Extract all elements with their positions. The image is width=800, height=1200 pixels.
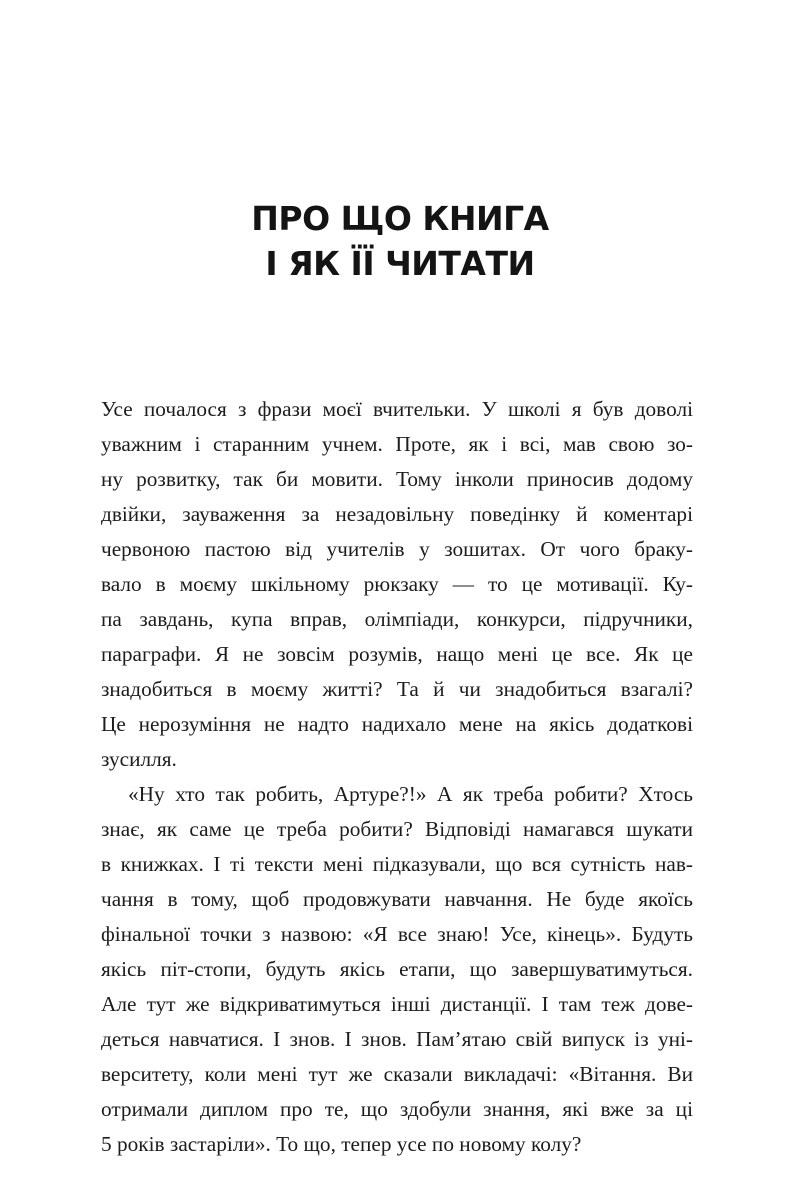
- text-line: верситету, коли мені тут же сказали викладачі: «Вітання. Ви: [101, 1062, 693, 1086]
- paragraph-1: [101, 392, 693, 777]
- chapter-title: [0, 196, 800, 286]
- text-line: зусилля.: [101, 747, 177, 771]
- text-line: Це нерозуміння не надто надихало мене на якісь додаткові: [101, 712, 693, 736]
- text-line: 5 років застаріли». То що, тепер усе по новому колу?: [101, 1132, 582, 1156]
- text-line: уважним і старанним учнем. Проте, як і всі, мав свою зо-: [101, 432, 693, 456]
- text-line: деться навчатися. І знов. І знов. Пам’ятаю свій випуск із уні-: [101, 1027, 693, 1051]
- text-line: «Ну хто так робить, Артуре?!» А як треба робити? Хтось: [128, 782, 693, 806]
- text-line: в книжках. І ті тексти мені підказували, що вся сутність нав-: [101, 852, 693, 876]
- text-line: па завдань, купа вправ, олімпіади, конкурси, підручники,: [101, 607, 693, 631]
- text-line: знадобиться в моєму житті? Та й чи знадобиться взагалі?: [101, 677, 693, 701]
- chapter-title-line-1: ПРО ЩО КНИГА: [251, 199, 549, 238]
- text-line: отримали диплом про те, що здобули знання, які вже за ці: [101, 1097, 693, 1121]
- text-line: Але тут же відкриватимуться інші дистанції. І там теж дове-: [101, 992, 693, 1016]
- text-line: якісь піт-стопи, будуть якісь етапи, що завершуватимуться.: [101, 957, 693, 981]
- text-line: ну розвитку, так би мовити. Тому інколи приносив додому: [101, 467, 693, 491]
- text-line: чання в тому, щоб продовжувати навчання. Не буде якоїсь: [101, 887, 693, 911]
- text-line: червоною пастою від учителів у зошитах. От чого браку-: [101, 537, 693, 561]
- text-line: знає, як саме це треба робити? Відповіді намагався шукати: [101, 817, 693, 841]
- paragraph-2: [101, 777, 693, 1162]
- chapter-title-line-2: І ЯК ЇЇ ЧИТАТИ: [265, 244, 535, 283]
- text-line: параграфи. Я не зовсім розумів, нащо мені це все. Як це: [101, 642, 693, 666]
- body-text: [101, 392, 693, 1162]
- text-line: вало в моєму шкільному рюкзаку — то це мотивації. Ку-: [101, 572, 693, 596]
- text-line: двійки, зауваження за незадовільну поведінку й коментарі: [101, 502, 693, 526]
- text-line: Усе почалося з фрази моєї вчительки. У школі я був доволі: [101, 397, 693, 421]
- text-line: фінальної точки з назвою: «Я все знаю! Усе, кінець». Будуть: [101, 922, 693, 946]
